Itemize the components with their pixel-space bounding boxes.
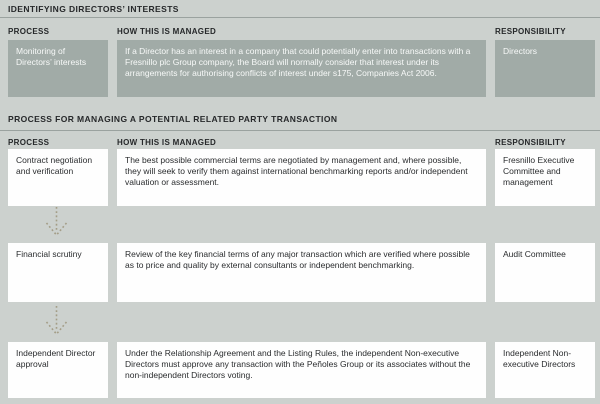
column-header-process: PROCESS: [8, 27, 50, 36]
cell-independent-approval-responsibility: Independent Non-executive Directors: [495, 342, 595, 398]
cell-contract-negotiation-responsibility: Fresnillo Executive Committee and management: [495, 149, 595, 206]
column-header-responsibility: RESPONSIBILITY: [495, 138, 566, 147]
cell-independent-approval-how-managed: Under the Relationship Agreement and the Listing Rules, the independent Non-executive Directors must approve any transaction with the Peñoles Group or its associates without the non-independent Directors voting.: [117, 342, 486, 398]
column-header-how-managed: HOW THIS IS MANAGED: [117, 27, 217, 36]
cell-contract-negotiation-process: Contract negotiation and verification: [8, 149, 108, 206]
column-header-process: PROCESS: [8, 138, 50, 147]
cell-independent-approval-process: Independent Director approval: [8, 342, 108, 398]
cell-contract-negotiation-how-managed: The best possible commercial terms are negotiated by management and, where possible, they will seek to verify them against international benchmarking reports and/or independent valuation or assessment.: [117, 149, 486, 206]
section-title-related-party-transaction: PROCESS FOR MANAGING A POTENTIAL RELATED PARTY TRANSACTION: [8, 114, 338, 124]
cell-financial-scrutiny-how-managed: Review of the key financial terms of any major transaction which are verified where possible as to price and quality by external consultants or independent benchmarking.: [117, 243, 486, 302]
column-header-how-managed: HOW THIS IS MANAGED: [117, 138, 217, 147]
section-title-identifying-directors-interests: IDENTIFYING DIRECTORS’ INTERESTS: [8, 4, 179, 14]
down-arrow-icon: [43, 305, 70, 336]
cell-financial-scrutiny-process: Financial scrutiny: [8, 243, 108, 302]
title-divider: [0, 130, 600, 131]
cell-financial-scrutiny-responsibility: Audit Committee: [495, 243, 595, 302]
cell-monitoring-process: Monitoring of Directors’ interests: [8, 40, 108, 97]
title-divider: [0, 17, 600, 18]
column-header-responsibility: RESPONSIBILITY: [495, 27, 566, 36]
down-arrow-icon: [43, 206, 70, 237]
cell-monitoring-how-managed: If a Director has an interest in a company that could potentially enter into transactions with a Fresnillo plc Group company, the Board will normally consider that interest under its arrangements for authorising conflicts of interest under s175, Companies Act 2006.: [117, 40, 486, 97]
cell-monitoring-responsibility: Directors: [495, 40, 595, 97]
